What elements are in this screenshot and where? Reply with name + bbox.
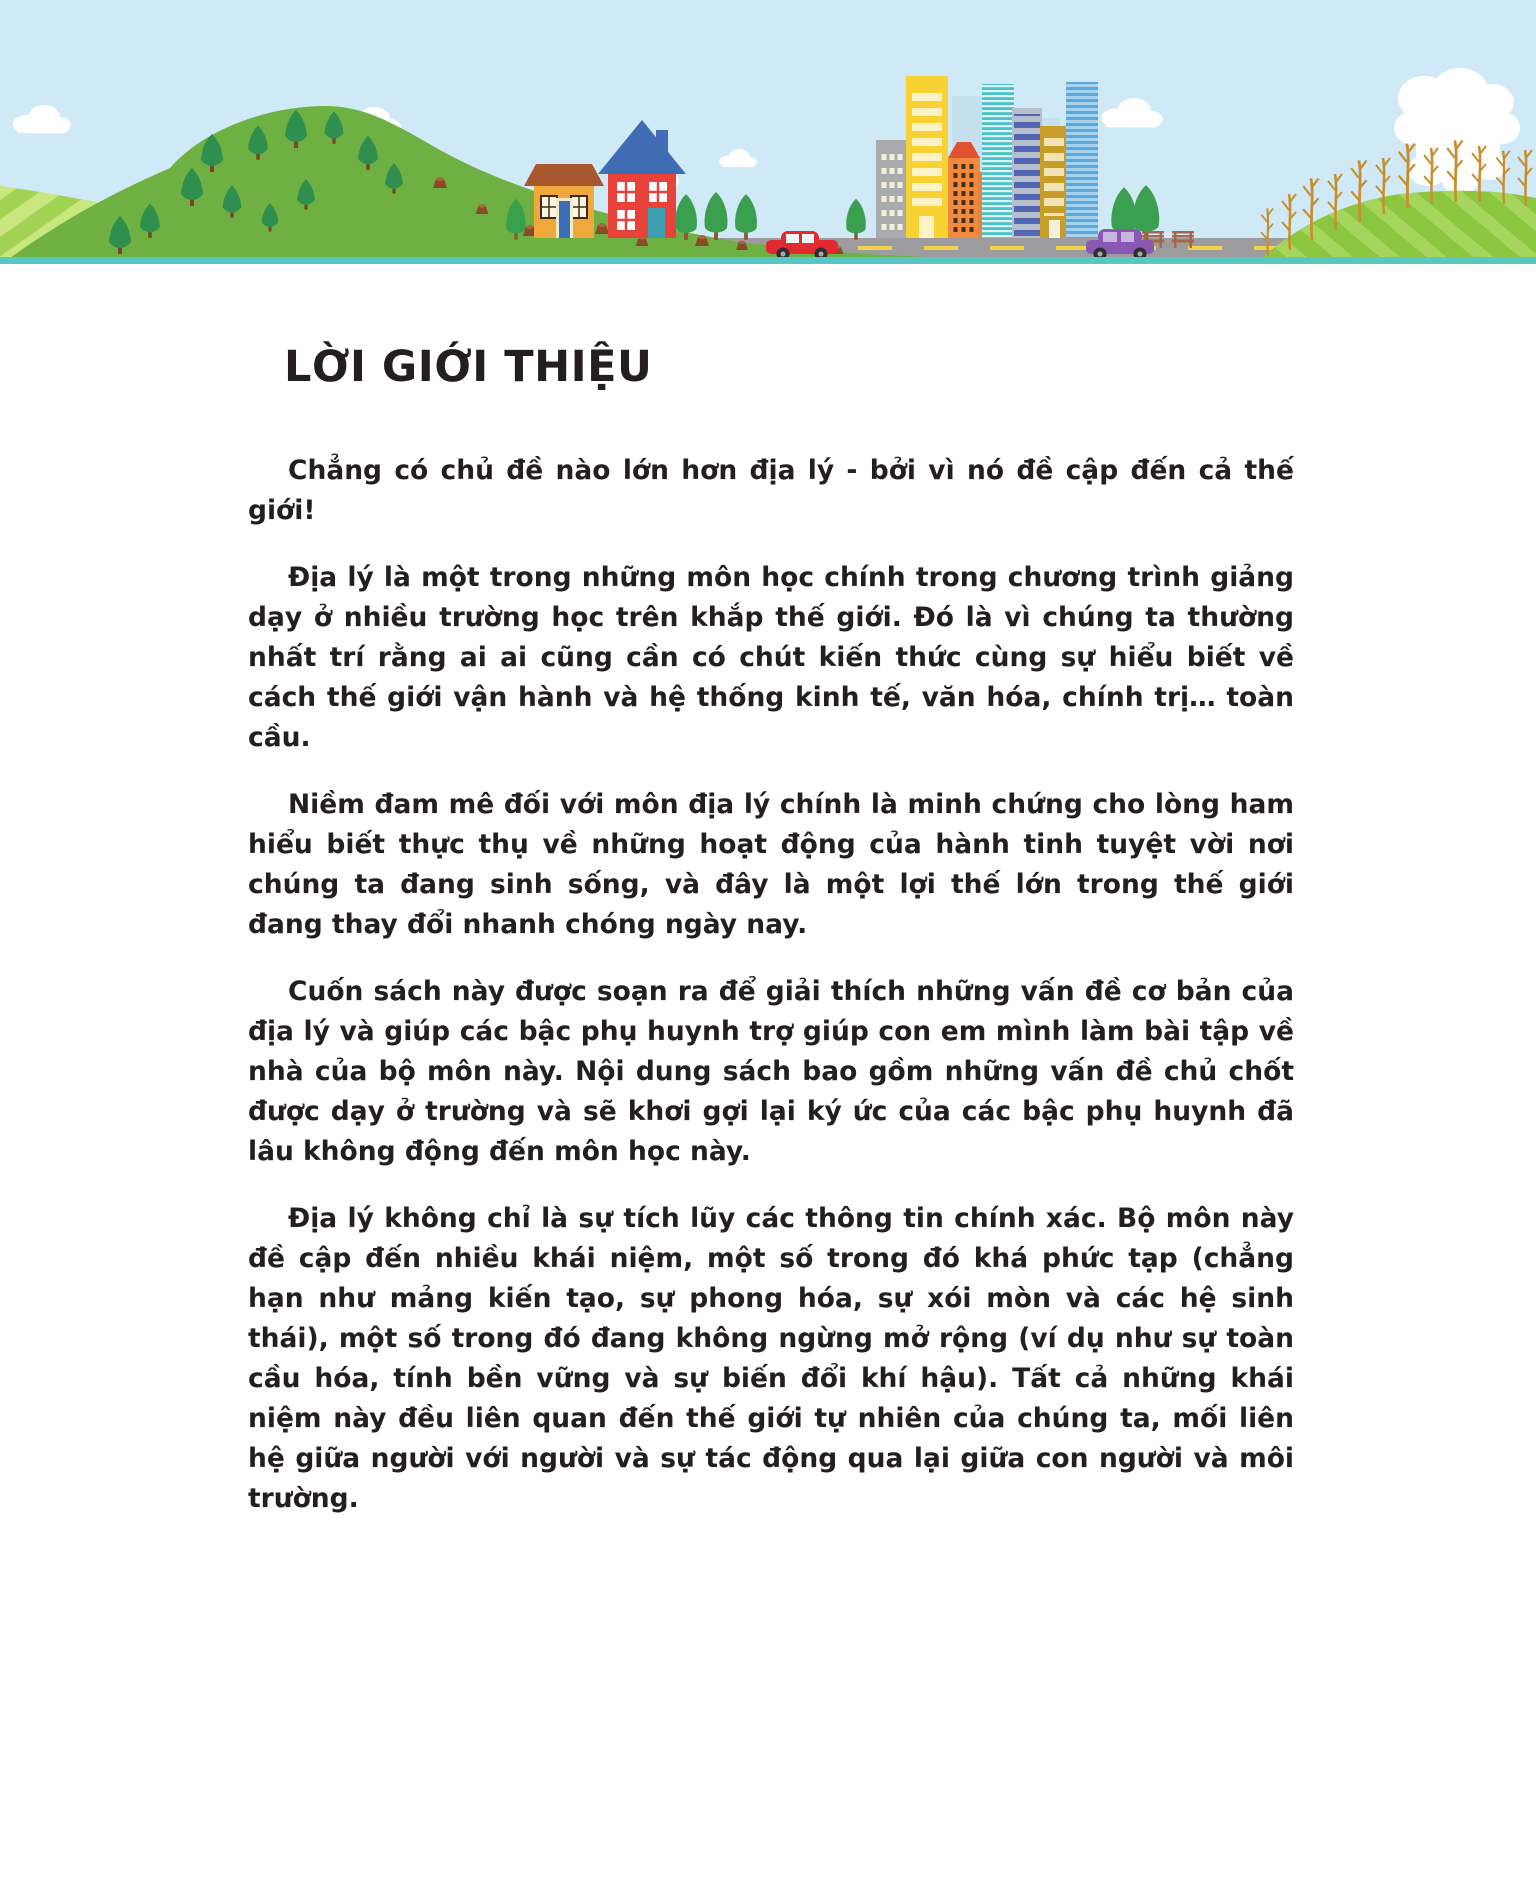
blue-window-building: [1012, 108, 1042, 242]
yellow-house: [524, 164, 604, 238]
page-title: LỜI GIỚI THIỆU: [284, 342, 653, 392]
teal-building: [982, 84, 1014, 242]
introduction-text: [248, 344, 1294, 1519]
teal-ground-strip: [0, 257, 1536, 264]
yellow-building: [906, 76, 948, 242]
paragraph: Địa lý không chỉ là sự tích lũy các thông tin chính xác. Bộ môn này đề cập đến nhiều khái niệm, một số trong đó khá phức tạp (chẳng hạn như mảng kiến tạo, sự phong hóa, sự xói mòn và các hệ sinh thái), một số trong đó đang không ngừng mở rộng (ví dụ như sự toàn cầu hóa, tính bền vững và sự biến đổi khí hậu). Tất cả những khái niệm này đều liên quan đến thế giới tự nhiên của chúng ta, mối liên hệ giữa người với người và sự tác động qua lại giữa con người và môi trường.: [248, 1203, 1294, 1515]
banner-scene: [0, 0, 1536, 266]
banner-illustration: [0, 0, 1536, 266]
door: [559, 201, 570, 238]
paragraph: Địa lý là một trong những môn học chính trong chương trình giảng dạy ở nhiều trường học trên khắp thế giới. Đó là vì chúng ta thường nhất trí rằng ai ai cũng cần có chút kiến thức cùng sự hiểu biết về cách thế giới vận hành và hệ thống kinh tế, văn hóa, chính trị… toàn cầu.: [248, 562, 1294, 754]
gray-building: [876, 140, 906, 242]
paragraph: Cuốn sách này được soạn ra để giải thích những vấn đề cơ bản của địa lý và giúp các bậc phụ huynh trợ giúp con em mình làm bài tập về nhà của bộ môn này. Nội dung sách bao gồm những vấn đề chủ chốt được dạy ở trường và sẽ khơi gợi lại ký ức của các bậc phụ huynh đã lâu không động đến môn học này.: [248, 976, 1294, 1168]
mustard-building: [1040, 126, 1068, 242]
door: [648, 208, 665, 238]
big-cloud: [1394, 68, 1520, 195]
paragraph: Chẳng có chủ đề nào lớn hơn địa lý - bởi vì nó đề cập đến cả thế giới!: [248, 455, 1294, 527]
blue-striped-building: [1066, 82, 1098, 242]
paragraph: Niềm đam mê đối với môn địa lý chính là minh chứng cho lòng ham hiểu biết thực thụ về những hoạt động của hành tinh tuyệt vời nơi chúng ta đang sinh sống, và đây là một lợi thế lớn trong thế giới đang thay đổi nhanh chóng ngày nay.: [248, 789, 1294, 941]
